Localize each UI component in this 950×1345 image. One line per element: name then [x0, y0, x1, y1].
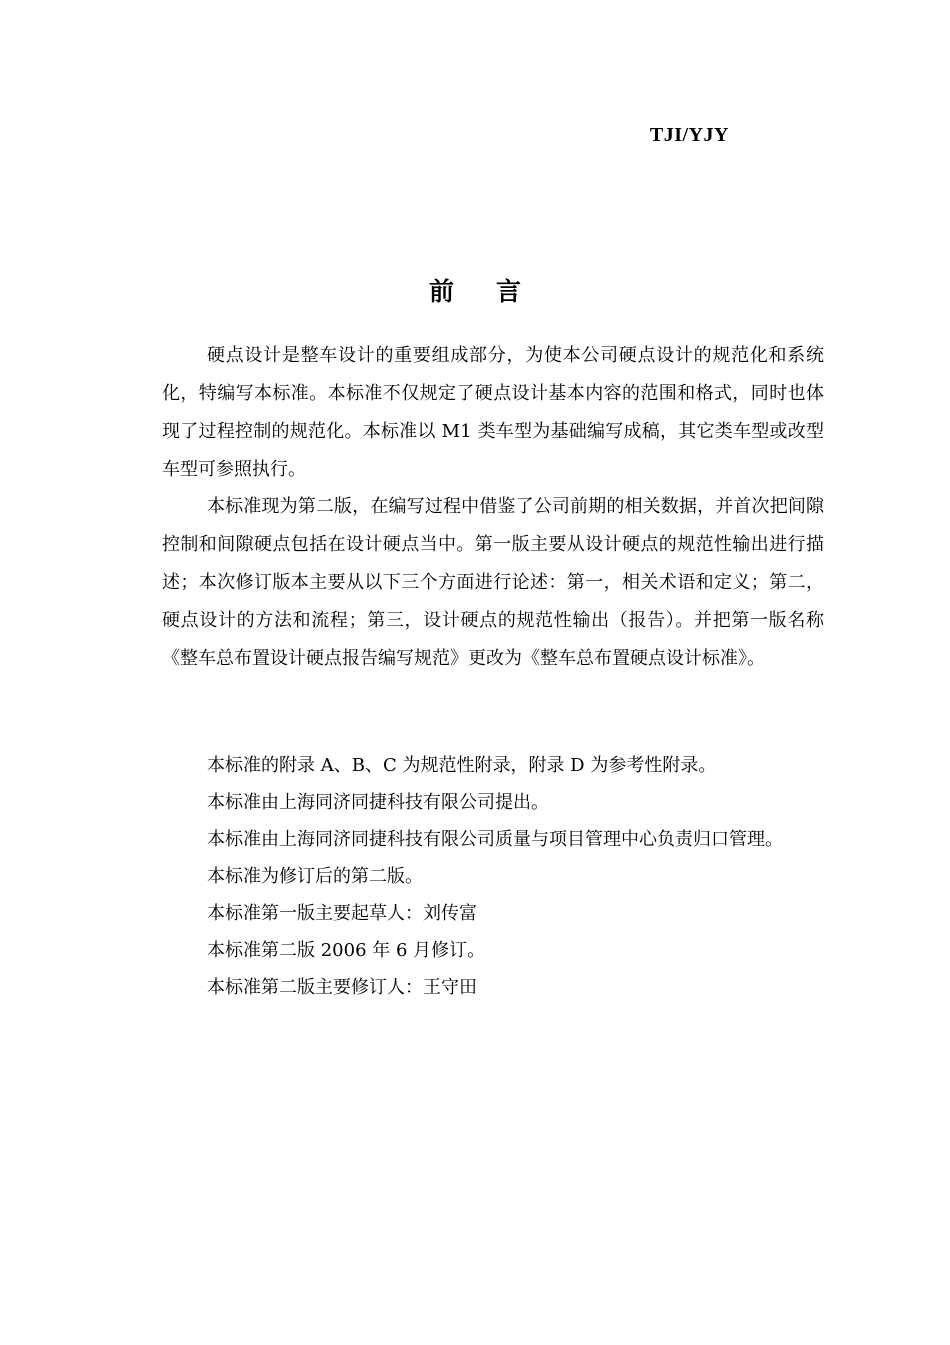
info-line-first-drafter: 本标准第一版主要起草人：刘传富 — [207, 903, 477, 924]
info-line-proposer: 本标准由上海同济同捷科技有限公司提出。 — [207, 792, 549, 813]
intro-paragraph-2: 本标准现为第二版，在编写过程中借鉴了公司前期的相关数据，并首次把间隙控制和间隙硬点包括在设计硬点当中。第一版主要从设计硬点的规范性输出进行描述；本次修订版本主要从以下三个方面进行论述：第一，相关术语和定义；第二，硬点设计的方法和流程；第三，设计硬点的规范性输出（报告）。并把第一版名称《整车总布置设计硬点报告编写规范》更改为《整车总布置硬点设计标准》。 — [162, 496, 824, 669]
standard-info-list — [207, 747, 847, 1006]
document-code: TJI/YJY — [649, 124, 729, 146]
intro-paragraph-1: 硬点设计是整车设计的重要组成部分，为使本公司硬点设计的规范化和系统化，特编写本标准。本标准不仅规定了硬点设计基本内容的范围和格式，同时也体现了过程控制的规范化。本标准以 M1 类车型为基础编写成稿，其它类车型或改型车型可参照执行。 — [162, 345, 824, 480]
info-line-second-reviser: 本标准第二版主要修订人：王守田 — [207, 977, 477, 998]
info-line-edition: 本标准为修订后的第二版。 — [207, 866, 423, 887]
info-line-management: 本标准由上海同济同捷科技有限公司质量与项目管理中心负责归口管理。 — [207, 829, 783, 850]
info-line-appendix: 本标准的附录 A、B、C 为规范性附录，附录 D 为参考性附录。 — [207, 755, 717, 776]
info-line-revision-date: 本标准第二版 2006 年 6 月修订。 — [207, 940, 486, 961]
page-title: 前言 — [428, 277, 563, 306]
